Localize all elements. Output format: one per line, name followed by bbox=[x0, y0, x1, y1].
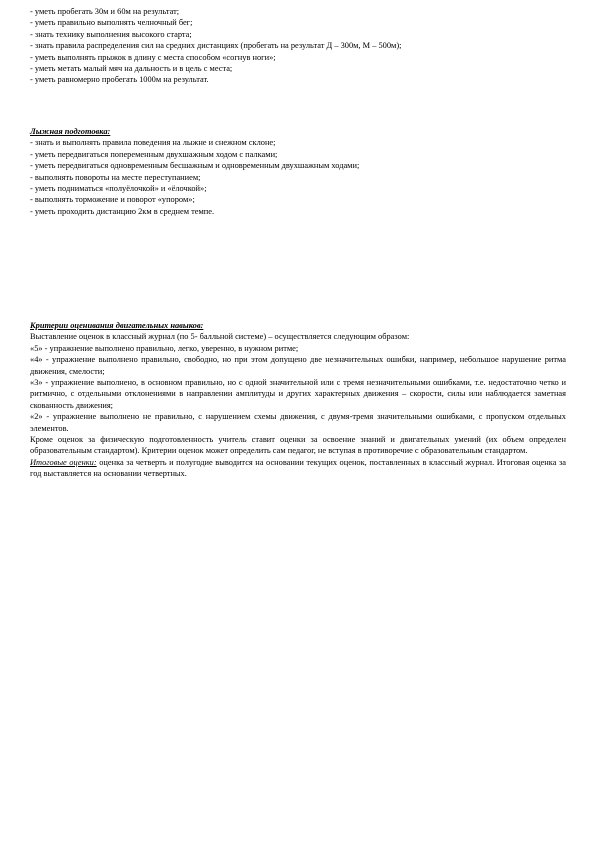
criteria-section bbox=[30, 320, 566, 480]
section-heading: Лыжная подготовка: bbox=[30, 127, 111, 136]
paragraph: Кроме оценок за физическую подготовленность учитель ставит оценки за освоение знаний и двигательных умений (их объем определен образовательным стандартом). Критерии оценок может определить сам педагог, не вступая в противоречие с образовательным стандартом. bbox=[30, 435, 566, 456]
list-item: - знать правила распределения сил на средних дистанциях (пробегать на результат Д – 300м, М – 500м); bbox=[30, 41, 402, 51]
list-item: - уметь передвигаться попеременным двухшажным ходом с палками; bbox=[30, 149, 278, 159]
paragraph bbox=[30, 457, 566, 480]
list-item: - уметь правильно выполнять челночный бег; bbox=[30, 18, 193, 28]
list-item: - уметь метать малый мяч на дальность и в цель с места; bbox=[30, 64, 233, 74]
list-item: - уметь равномерно пробегать 1000м на результат. bbox=[30, 75, 209, 85]
final-grades-text: оценка за четверть и полугодие выводится на основании текущих оценок, поставленных в классный журнал. Итоговая оценка за год выставляется на основании четвертных. bbox=[30, 457, 566, 479]
list-item: - уметь подниматься «полуёлочкой» и «ёлочкой»; bbox=[30, 184, 207, 194]
list-item: - уметь проходить дистанцию 2км в среднем темпе. bbox=[30, 206, 215, 216]
list-item: - уметь выполнять прыжок в длину с места способом «согнув ноги»; bbox=[30, 52, 276, 62]
final-grades-label: Итоговые оценки: bbox=[30, 457, 97, 467]
paragraph: Выставление оценок в классный журнал (по 5- балльной системе) – осуществляется следующим образом: bbox=[30, 332, 410, 342]
running-skills-list bbox=[30, 6, 566, 86]
paragraph: «3» - упражнение выполнено, в основном правильно, но с одной значительной или с тремя незначительными ошибками, т.е. недостаточно четко и ритмично, с отдельными отклонениями в направлении амплитуды и других характерных движения – скорости, силы или наблюдается заметная скованность движения; bbox=[30, 378, 566, 410]
list-item: - уметь пробегать 30м и 60м на результат; bbox=[30, 7, 180, 16]
list-item: - уметь передвигаться одновременным бесшажным и одновременным двухшажным ходами; bbox=[30, 161, 360, 171]
list-item: - выполнять торможение и поворот «упором»; bbox=[30, 195, 195, 205]
paragraph: «5» - упражнение выполнено правильно, легко, уверенно, в нужном ритме; bbox=[30, 343, 299, 353]
list-item: - знать технику выполнения высокого старта; bbox=[30, 29, 192, 39]
paragraph: «2» - упражнение выполнено не правильно, с нарушением схемы движения, с двумя-тремя значительными ошибками, с пропуском отдельных элементов. bbox=[30, 412, 566, 433]
list-item: - выполнять повороты на месте переступанием; bbox=[30, 172, 201, 182]
paragraph: «4» - упражнение выполнено правильно, свободно, но при этом допущено две незначительных ошибки, например, небольшое нарушение ритма движения, смелости; bbox=[30, 355, 566, 376]
ski-section bbox=[30, 126, 566, 217]
list-item: - знать и выполнять правила поведения на лыжне и снежном склоне; bbox=[30, 138, 276, 148]
section-heading: Критерии оценивания двигательных навыков: bbox=[30, 321, 204, 330]
